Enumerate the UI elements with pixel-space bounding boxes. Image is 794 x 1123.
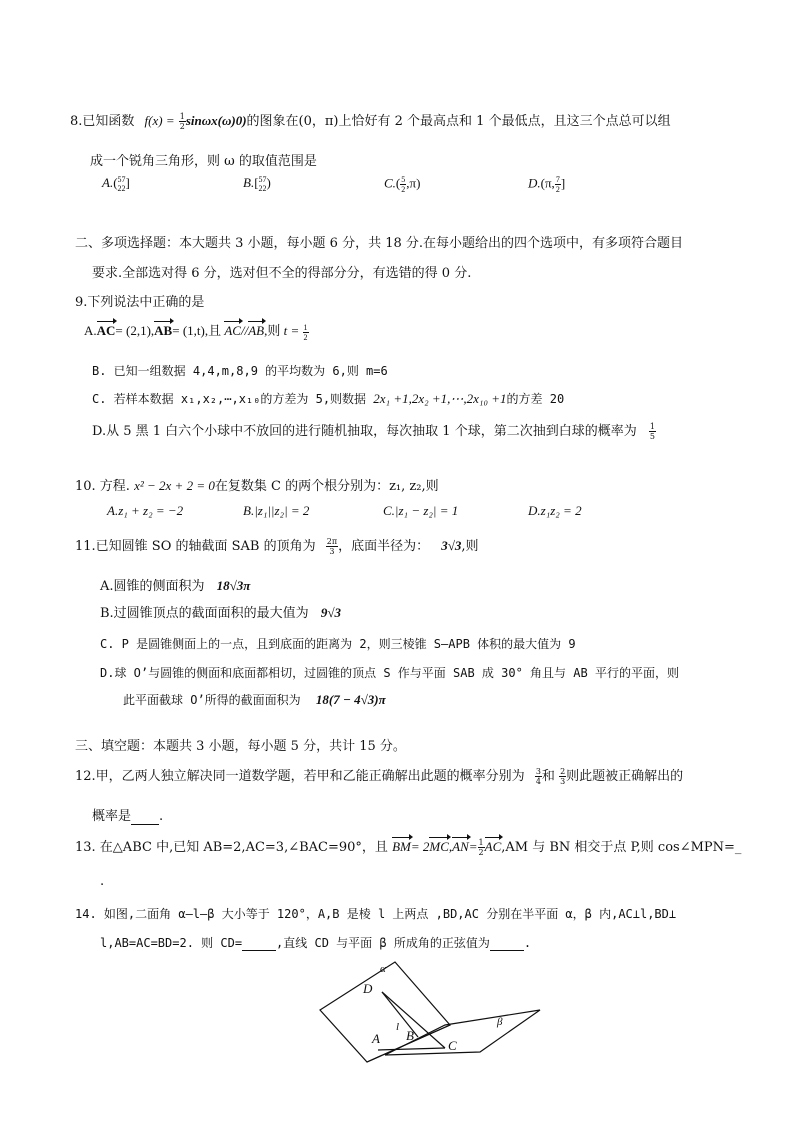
plane-beta (385, 1010, 540, 1055)
q11-option-a[interactable]: A.圆锥的侧面积为 18√3π (100, 578, 251, 594)
sec3-heading: 三、填空题：本题共 3 小题，每小题 5 分，共计 15 分。 (75, 739, 406, 754)
label-b: B (406, 1028, 414, 1043)
q14-line2: l,AB=AC=BD=2. 则 CD= ,直线 CD 与平面 β 所成角的正弦值为 . (100, 936, 532, 950)
label-beta: β (497, 1016, 503, 1028)
q12-line2: 概率是 . (92, 809, 164, 824)
q14-blank-cd[interactable] (242, 936, 276, 951)
q8-line2: 成一个锐角三角形，则 ω 的取值范围是 (90, 154, 317, 169)
q9-option-c[interactable]: C. 若样本数据 x₁,x₂,⋯,x₁₀的方差为 5,则数据 2x₁ +1,2x₂ +1,⋯,2x₁₀ +1的方差 20 (92, 391, 565, 406)
segment-dc (382, 992, 445, 1048)
q10-option-d[interactable]: D.z₁z₂ = 2 (528, 503, 582, 518)
label-alpha: α (380, 963, 386, 975)
plane-alpha (320, 962, 450, 1062)
label-d: D (363, 981, 373, 996)
q14-blank-sine[interactable] (490, 936, 524, 951)
segment-ac (378, 1048, 445, 1050)
q8-frac: $\frac{1}{2}$ (179, 112, 185, 131)
segment-bd (382, 992, 418, 1037)
q8-text-b: 的图象在(0，π)上恰好有 2 个最高点和 1 个最低点，且这三个点总可以组 (246, 114, 671, 129)
label-c: C (448, 1038, 457, 1053)
edge-l (367, 1025, 450, 1062)
q9-option-a[interactable]: A.AC= (2,1),AB= (1,t),且 AC//AB,则 t = $\frac{1}{2}$ (84, 322, 308, 342)
q10-option-c[interactable]: C.|z₁ − z₂| = 1 (383, 503, 459, 518)
q12-line1: 12.甲，乙两人独立解决同一道数学题，若甲和乙能正确解出此题的概率分别为 $\frac{3}{4}$ 和 $\frac{2}{3}$ 则此题被正确解出的 (75, 767, 684, 786)
q13-line1: 13. 在△ABC 中,已知 AB=2,AC=3,∠BAC=90°，且 BM= 2MC,AN= $\frac{1}{2}$ AC,AM 与 BN 相交于点 P,则 cos∠MPN=_ (75, 838, 742, 857)
q14-line1: 14. 如图,二面角 α—l—β 大小等于 120°，A,B 是棱 l 上两点 ,BD,AC 分别在半平面 α，β 内,AC⊥l,BD⊥ (75, 907, 677, 921)
q9-option-b[interactable]: B. 已知一组数据 4,4,m,8,9 的平均数为 6,则 m=6 (92, 364, 388, 378)
label-a: A (372, 1031, 380, 1046)
q8-fx: f(x) = (144, 113, 175, 128)
q10-option-a[interactable]: A.z₁ + z₂ = −2 (107, 503, 184, 518)
q8-option-c[interactable]: C.( $\frac{5}{2}$ ,π) (384, 175, 421, 194)
q11-stem: 11.已知圆锥 SO 的轴截面 SAB 的顶角为 $\frac{2\pi}{3}$ ，底面半径为： 3√3,则 (75, 537, 479, 556)
q11-option-d-line2: 此平面截球 O’所得的截面面积为 18(7 − 4√3)π (123, 692, 386, 707)
q11-option-b[interactable]: B.过圆锥顶点的截面面积的最大值为 9√3 (100, 605, 341, 621)
q8-option-b[interactable]: B.[ 5 2 7 2 ) (243, 175, 271, 194)
sec2-heading-line2: 要求.全部选对得 6 分，选对但不全的得部分分，有选错的得 0 分. (92, 266, 472, 281)
q8-text-a: 8.已知函数 (70, 114, 135, 129)
q11-option-c[interactable]: C. P 是圆锥侧面上的一点，且到底面的距离为 2，则三棱锥 S—APB 体积的最大值为 9 (100, 637, 576, 651)
q10-stem: 10. 方程. x² − 2x + 2 = 0在复数集 C 的两个根分别为：z₁, z₂,则 (75, 478, 439, 494)
q10-option-b[interactable]: B.|z₁||z₂| = 2 (243, 503, 310, 518)
sec2-heading-line1: 二、多项选择题：本大题共 3 小题，每小题 6 分，共 18 分.在每小题给出的四个选项中，有多项符合题目 (75, 236, 684, 251)
q11-option-d-line1[interactable]: D.球 O’与圆锥的侧面和底面都相切，过圆锥的顶点 S 作与平面 SAB 成 30° 角且与 AB 平行的平面，则 (100, 666, 679, 680)
q13-line2: . (100, 874, 105, 889)
q8-fn: sinωx(ω)0) (185, 113, 247, 128)
q9-stem: 9.下列说法中正确的是 (75, 295, 205, 310)
label-l: l (396, 1021, 400, 1033)
q12-answer-blank[interactable] (131, 809, 159, 825)
q8-option-d[interactable]: D.(π, $\frac{7}{2}$ ] (528, 175, 566, 194)
q9-option-d[interactable]: D.从 5 黑 1 白六个小球中不放回的进行随机抽取，每次抽取 1 个球，第二次抽到白球的概率为 $\frac{1}{5}$ (92, 422, 655, 441)
q8-line1 (70, 110, 671, 131)
q8-option-a[interactable]: A.( 5 2 7 2 ] (102, 175, 130, 194)
